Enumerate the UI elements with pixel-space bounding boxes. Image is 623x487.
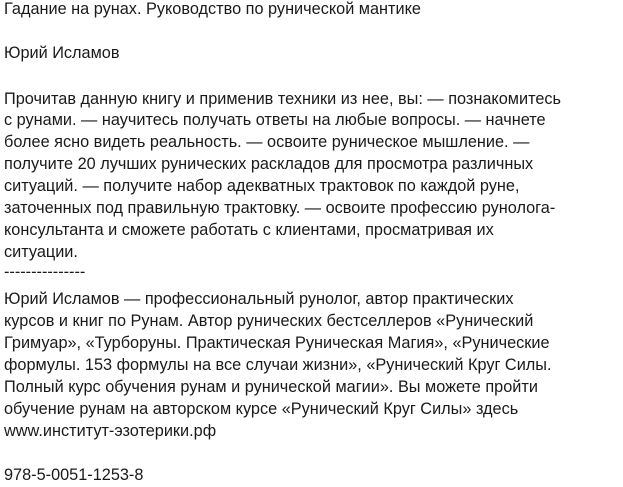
- description-line: более ясно видеть реальность. — освоите руническое мышление. —: [4, 133, 530, 151]
- author-name: Юрий Исламов: [4, 44, 120, 62]
- description-line: ситуаций. — получите набор адекватных трактовок по каждой руне,: [4, 177, 520, 195]
- section-separator: ---------------: [4, 263, 86, 281]
- document-title: Гадание на рунах. Руководство по рунической мантике: [4, 0, 421, 18]
- bio-line: Юрий Исламов — профессиональный рунолог, автор практических: [4, 290, 514, 308]
- description-line: Прочитав данную книгу и применив техники из нее, вы: — познакомитесь: [4, 90, 562, 108]
- description-line: с рунами. — научитесь получать ответы на любые вопросы. — начнете: [4, 111, 546, 129]
- bio-line: Гримуар», «Турборуны. Практическая Руническая Магия», «Рунические: [4, 334, 550, 352]
- description-line: консультанта и сможете работать с клиентами, просматривая их: [4, 221, 494, 239]
- description-line: заточенных под правильную трактовку. — освоите профессию рунолога-: [4, 199, 556, 217]
- description-line: получите 20 лучших рунических раскладов для просмотра различных: [4, 155, 534, 173]
- bio-line: формулы. 153 формулы на все случаи жизни», «Рунический Круг Силы.: [4, 356, 552, 374]
- website-url: www.институт-эзотерики.рф: [4, 422, 217, 440]
- description-line: ситуации.: [4, 243, 78, 261]
- bio-line: курсов и книг по Рунам. Автор рунических бестселлеров «Рунический: [4, 312, 534, 330]
- bio-line: Полный курс обучения рунам и рунической магии». Вы можете пройти: [4, 378, 538, 396]
- isbn: 978-5-0051-1253-8: [4, 466, 144, 484]
- bio-line: обучение рунам на авторском курсе «Рунический Круг Силы» здесь: [4, 400, 519, 418]
